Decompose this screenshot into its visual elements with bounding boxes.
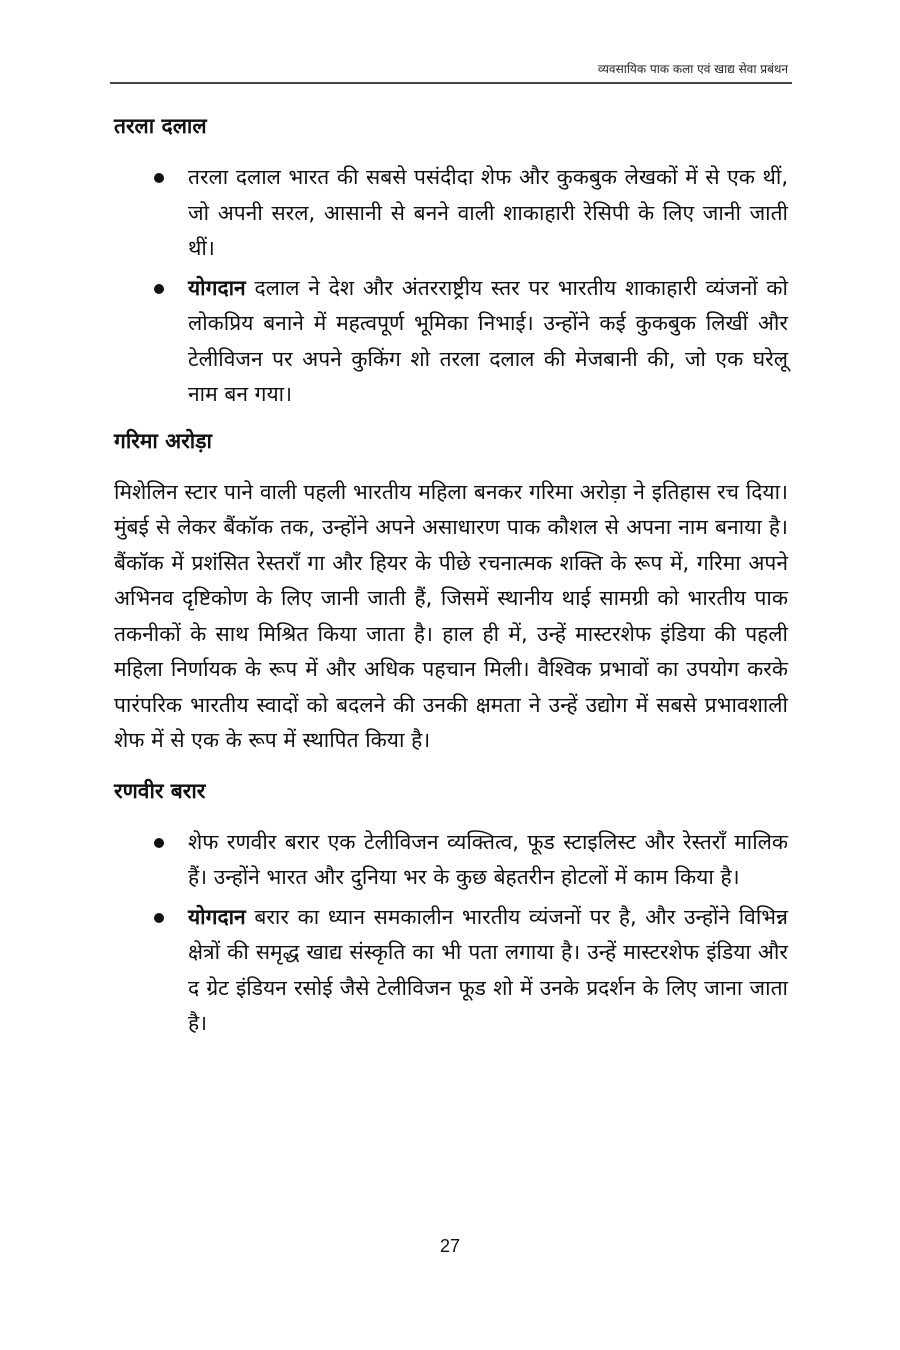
header-rule [110,82,792,84]
section-heading-ranveer-brar: रणवीर बरार [114,778,206,803]
bullet-list-ranveer-brar [114,825,788,1042]
bullet-text: तरला दलाल भारत की सबसे पसंदीदा शेफ और कुकबुक लेखकों में से एक थीं, जो अपनी सरल, आसानी से बनने वाली शाकाहारी रेसिपी के लिए जानी जाती थीं। [188,165,788,260]
bullet-item [114,271,788,413]
bullet-icon [154,838,164,848]
bullet-item [114,825,788,896]
section-heading-garima-arora: गरिमा अरोड़ा [114,428,212,453]
running-header: व्यवसायिक पाक कला एवं खाद्य सेवा प्रबंधन [597,62,788,76]
page-number: 27 [439,1236,461,1256]
bullet-icon [154,284,164,294]
bullet-text: दलाल ने देश और अंतरराष्ट्रीय स्तर पर भारतीय शाकाहारी व्यंजनों को लोकप्रिय बनाने में महत्वपूर्ण भूमिका निभाई। उन्होंने कई कुकबुक लिखीं और टेलीविजन पर अपने कुकिंग शो तरला दलाल की मेजबानी की, जो एक घरेलू नाम बन गया। [188,275,788,406]
section-heading-tarla-dalal: तरला दलाल [114,114,207,138]
body-paragraph: मिशेलिन स्टार पाने वाली पहली भारतीय महिला बनकर गरिमा अरोड़ा ने इतिहास रच दिया। मुंबई से लेकर बैंकॉक तक, उन्होंने अपने असाधारण पाक कौशल से अपना नाम बनाया है। बैंकॉक में प्रशंसित रेस्तराँ गा और हियर के पीछे रचनात्मक शक्ति के रूप में, गरिमा अपने अभिनव दृष्टिकोण के लिए जानी जाती हैं, जिसमें स्थानीय थाई सामग्री को भारतीय पाक तकनीकों के साथ मिश्रित किया जाता है। हाल ही में, उन्हें मास्टरशेफ इंडिया की पहली महिला निर्णायक के रूप में और अधिक पहचान मिली। वैश्विक प्रभावों का उपयोग करके पारंपरिक भारतीय स्वादों को बदलने की उनकी क्षमता ने उन्हें उद्योग में सबसे प्रभावशाली शेफ में से एक के रूप में स्थापित किया है। [114,479,788,752]
bullet-item [114,900,788,1042]
bullet-list-tarla-dalal [114,160,788,413]
bullet-icon [154,913,164,923]
bullet-text: बरार का ध्यान समकालीन भारतीय व्यंजनों पर है, और उन्होंने विभिन्न क्षेत्रों की समृद्ध खाद्य संस्कृति का भी पता लगाया है। उन्हें मास्टरशेफ इंडिया और द ग्रेट इंडियन रसोई जैसे टेलीविजन फूड शो में उनके प्रदर्शन के लिए जाना जाता है। [188,904,788,1035]
bullet-item [114,160,788,267]
bullet-keyword: योगदान [188,275,246,300]
page-content [114,108,788,1052]
bullet-text: शेफ रणवीर बरार एक टेलीविजन व्यक्तित्व, फूड स्टाइलिस्ट और रेस्तराँ मालिक हैं। उन्होंने भारत और दुनिया भर के कुछ बेहतरीन होटलों में काम किया है। [188,829,788,889]
bullet-keyword: योगदान [188,904,246,929]
bullet-icon [154,173,164,183]
